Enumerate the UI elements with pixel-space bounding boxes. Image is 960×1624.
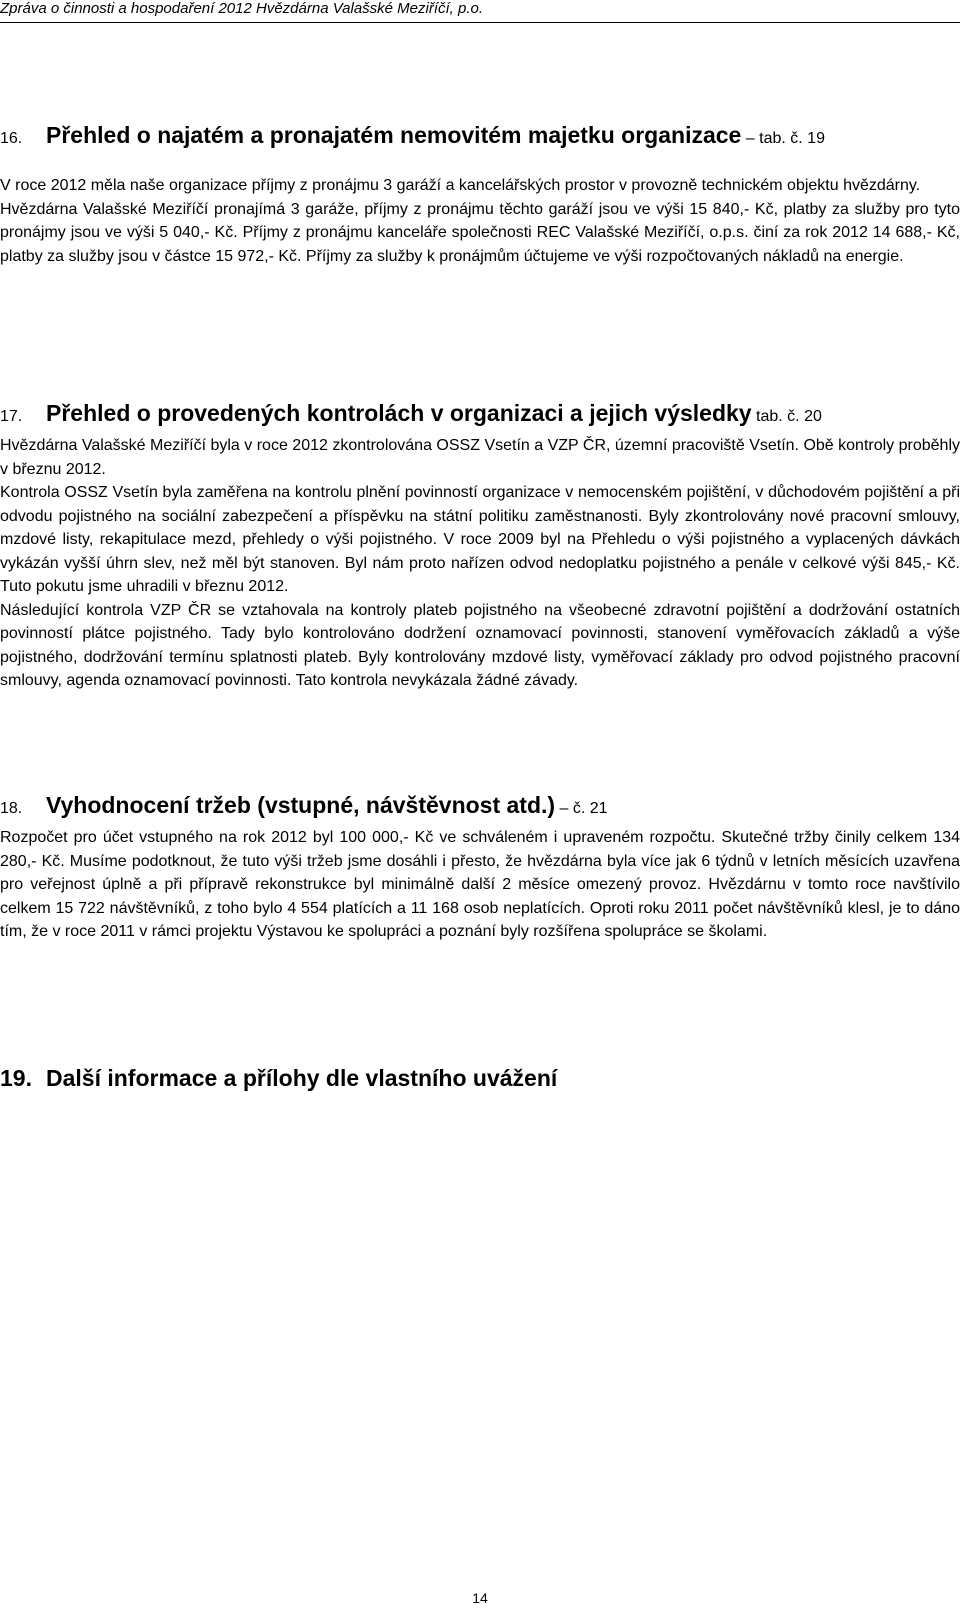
- section-title: Přehled o provedených kontrolách v organizaci a jejich výsledky: [46, 400, 752, 426]
- paragraph: Hvězdárna Valašské Meziříčí pronajímá 3 garáže, příjmy z pronájmu těchto garáží jsou ve výši 15 840,- Kč, platby za služby pro tyto pronájmy jsou ve výši 5 040,- Kč. Příjmy z pronájmu kanceláře společnosti REC Valašské Meziříčí, o.p.s. činí za rok 2012 14 688,- Kč, platby za služby jsou v částce 15 972,- Kč. Příjmy za služby k pronájmům účtujeme ve výši rozpočtovaných nákladů na energie.: [0, 200, 960, 265]
- section-heading: 18. Vyhodnocení tržeb (vstupné, návštěvnost atd.) – č. 21: [0, 790, 960, 824]
- paragraph: Následující kontrola VZP ČR se vztahovala na kontroly plateb pojistného na všeobecné zdravotní pojištění a dodržování ostatních povinností plátce pojistného. Tady bylo kontrolováno dodržení oznamovací povinnosti, stanovení vyměřovacích základů a výše pojistného, dodržování termínu splatnosti plateb. Byly kontrolovány mzdové listy, vyměřovací základy pro odvod pojistného pracovní smlouvy, agenda oznamovací povinnosti. Tato kontrola nevykázala žádné závady.: [0, 601, 960, 689]
- document-title: Zpráva o činnosti a hospodaření 2012 Hvězdárna Valašské Meziříčí, p.o.: [0, 0, 484, 17]
- section-number: 18.: [0, 800, 23, 817]
- table-reference: č. 21: [572, 800, 608, 817]
- section-number: 19.: [0, 1065, 32, 1091]
- section-heading: 16. Přehled o najatém a pronajatém nemovitém majetku organizace – tab. č. 19: [0, 120, 960, 154]
- table-reference: tab. č. 19: [759, 130, 825, 147]
- page-number: 14: [472, 1590, 488, 1606]
- paragraph: Kontrola OSSZ Vsetín byla zaměřena na kontrolu plnění povinností organizace v nemocenském pojištění, v důchodovém pojištění a při odvodu pojistného na sociální zabezpečení a příspěvku na státní politiku zaměstnanosti. Byly zkontrolovány nové pracovní smlouvy, mzdové listy, rekapitulace mezd, přehledy o výši pojistného. V roce 2009 byl na Přehledu o výši pojistného a vyplacených dávkách vykázán vyšší úhrn slev, než měl být stanoven. Byl nám proto nařízen odvod nedoplatku pojistného a penále v celkové výši 845,- Kč. Tuto pokutu jsme uhradili v březnu 2012.: [0, 484, 960, 595]
- section-number: 17.: [0, 408, 23, 425]
- paragraph: Rozpočet pro účet vstupného na rok 2012 byl 100 000,- Kč ve schváleném i upraveném rozpočtu. Skutečné tržby činily celkem 134 280,- Kč. Musíme podotknout, že tuto výši tržeb jsme dosáhli i přesto, že hvězdárna byla více jak 6 týdnů v letních měsících uzavřena pro veřejnost úplně a při přípravě rekonstrukce byl minimálně další 2 měsíce omezený provoz. Hvězdárnu v tomto roce navštívilo celkem 15 722 návštěvníků, z toho bylo 4 554 platících a 11 168 osob neplatících. Oproti roku 2011 počet návštěvníků klesl, je to dáno tím, že v roce 2011 v rámci projektu Výstavou ke spolupráci a poznání byly rozšířena spolupráce se školami.: [0, 829, 960, 940]
- section-18: [0, 790, 960, 944]
- section-17: [0, 398, 960, 693]
- section-heading: [0, 1063, 960, 1093]
- section-19: [0, 1063, 960, 1093]
- paragraph: V roce 2012 měla naše organizace příjmy z pronájmu 3 garáží a kancelářských prostor v provozně technickém objektu hvězdárny.: [0, 177, 921, 194]
- section-title: Přehled o najatém a pronajatém nemovitém majetku organizace: [46, 122, 742, 148]
- section-16: [0, 120, 960, 268]
- section-title: Vyhodnocení tržeb (vstupné, návštěvnost atd.): [46, 792, 556, 818]
- section-heading: [0, 398, 960, 432]
- paragraph: Hvězdárna Valašské Meziříčí byla v roce 2012 zkontrolována OSSZ Vsetín a VZP ČR, územní pracoviště Vsetín. Obě kontroly proběhly v březnu 2012.: [0, 437, 960, 478]
- section-title: Další informace a přílohy dle vlastního uvážení: [46, 1065, 558, 1091]
- table-reference: tab. č. 20: [756, 408, 822, 425]
- section-number: 16.: [0, 130, 23, 147]
- header-divider: [0, 22, 960, 23]
- running-header: [0, 0, 960, 18]
